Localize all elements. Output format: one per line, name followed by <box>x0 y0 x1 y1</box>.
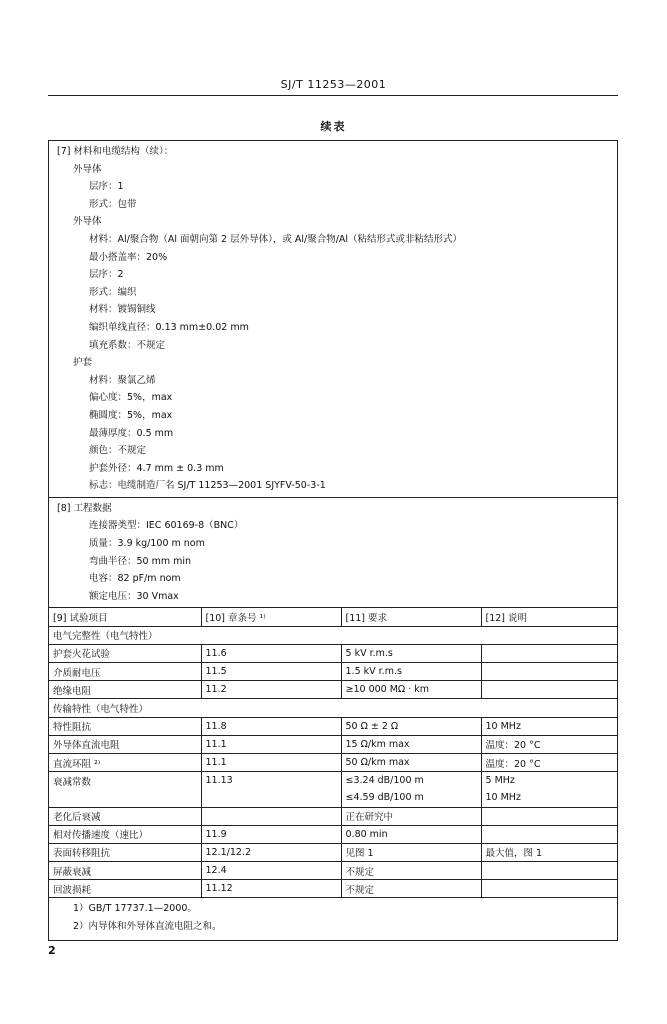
outer-conductor-2-form: 形式：编织 <box>89 286 137 298</box>
cell-item: 护套火花试验 <box>49 644 201 662</box>
cell-remarks <box>481 807 617 825</box>
cell-item: 老化后衰减 <box>49 807 201 825</box>
mass: 质量：3.9 kg/100 m nom <box>89 538 205 550</box>
table-row <box>49 772 617 790</box>
sheath-title: 护套 <box>73 357 93 369</box>
cell-requirement: 不规定 <box>341 862 481 880</box>
cell-remarks <box>481 880 617 898</box>
header-requirement: [11] 要求 <box>341 608 481 626</box>
connector-type: 连接器类型：IEC 60169-8（BNC） <box>89 520 244 532</box>
cell-clause: 11.5 <box>201 663 341 681</box>
cell-requirement: ≥10 000 MΩ · km <box>341 681 481 699</box>
cell-remarks: 温度：20 °C <box>481 735 617 753</box>
table-row <box>49 644 617 662</box>
outer-conductor-2-wire-diameter: 编织单线直径：0.13 mm±0.02 mm <box>89 321 249 333</box>
header-clause: [10] 章条号 ¹⁾ <box>201 608 341 626</box>
outer-conductor-2-fill-factor: 填充系数：不规定 <box>89 339 166 351</box>
cell-item: 衰减常数 <box>49 772 201 790</box>
sheath-ovality: 椭圆度：5%，max <box>89 409 173 421</box>
table-row <box>49 843 617 861</box>
cell-item <box>49 789 201 807</box>
table-row <box>49 717 617 735</box>
sheath-outer-diameter: 护套外径：4.7 mm ± 0.3 mm <box>89 462 224 474</box>
section-7-title: [7] 材料和电缆结构（续）： <box>57 146 174 157</box>
cell-remarks <box>481 644 617 662</box>
sheath-min-thickness: 最薄厚度：0.5 mm <box>89 427 174 439</box>
cell-requirement: 0.80 min <box>341 825 481 843</box>
cell-item: 介质耐电压 <box>49 663 201 681</box>
cell-remarks <box>481 681 617 699</box>
outer-conductor-2-min-overlap: 最小搭盖率：20% <box>89 251 168 263</box>
bend-radius: 弯曲半径：50 mm min <box>89 555 192 567</box>
section-8-title: [8] 工程数据 <box>57 502 112 514</box>
cell-item: 相对传播速度（速比） <box>49 825 201 843</box>
header-test-item: [9] 试验项目 <box>49 608 201 626</box>
cell-clause <box>201 807 341 825</box>
cell-clause: 12.1/12.2 <box>201 843 341 861</box>
outer-conductor-1-layer: 层序：1 <box>89 181 124 193</box>
outer-conductor-1-form: 形式：包带 <box>89 198 137 210</box>
sheath-material: 材料：聚氯乙烯 <box>89 374 156 386</box>
cell-clause: 11.13 <box>201 772 341 790</box>
outer-conductor-2-material: 材料：Al/聚合物（Al 面朝向第 2 层外导体），或 Al/聚合物/Al（粘结形式或非粘结形式） <box>89 233 463 245</box>
outer-conductor-2-title: 外导体 <box>73 216 102 228</box>
cell-remarks <box>481 862 617 880</box>
cell-remarks: 温度：20 °C <box>481 753 617 771</box>
cell-remarks: 10 MHz <box>481 789 617 807</box>
cell-clause: 11.1 <box>201 753 341 771</box>
table-row <box>49 862 617 880</box>
table-row <box>49 735 617 753</box>
section-8-engineering-data <box>49 498 617 609</box>
sheath-color: 颜色：不规定 <box>89 445 147 457</box>
cell-remarks <box>481 825 617 843</box>
cell-clause: 11.2 <box>201 681 341 699</box>
sheath-marking: 标志：电缆制造厂名 SJ/T 11253—2001 SJYFV-50-3-1 <box>89 480 326 492</box>
cell-item: 表面转移阻抗 <box>49 843 201 861</box>
table-row <box>49 825 617 843</box>
test-table <box>49 608 617 898</box>
outer-conductor-2-wire: 材料：镀锡铜线 <box>89 304 156 316</box>
document-header: SJ/T 11253—2001 <box>280 78 387 91</box>
table-row <box>49 880 617 898</box>
table-row <box>49 753 617 771</box>
cell-requirement: 50 Ω/km max <box>341 753 481 771</box>
table-row <box>49 681 617 699</box>
page-number: 2 <box>48 944 56 957</box>
table-row <box>49 807 617 825</box>
cell-remarks: 10 MHz <box>481 717 617 735</box>
cell-item: 直流环阻 ²⁾ <box>49 753 201 771</box>
sheath-eccentricity: 偏心度：5%，max <box>89 392 173 404</box>
cell-item: 绝缘电阻 <box>49 681 201 699</box>
cell-item: 特性阻抗 <box>49 717 201 735</box>
spec-frame <box>48 140 618 941</box>
cell-remarks <box>481 663 617 681</box>
outer-conductor-2-layer: 层序：2 <box>89 269 124 281</box>
group-row-electrical-integrity <box>49 626 617 644</box>
footnote-2: 2）内导体和外导体直流电阻之和。 <box>73 921 222 933</box>
cell-requirement: 正在研究中 <box>341 807 481 825</box>
table-row <box>49 663 617 681</box>
cell-clause: 11.9 <box>201 825 341 843</box>
header-rule <box>48 95 618 96</box>
section-7-materials <box>49 141 617 498</box>
cell-requirement: 见图 1 <box>341 843 481 861</box>
cell-requirement: 5 kV r.m.s <box>341 644 481 662</box>
cell-item: 外导体直流电阻 <box>49 735 201 753</box>
cell-requirement: 15 Ω/km max <box>341 735 481 753</box>
cell-requirement: 50 Ω ± 2 Ω <box>341 717 481 735</box>
group-row-transmission <box>49 699 617 717</box>
footnote-1: 1）GB/T 17737.1—2000。 <box>73 903 197 915</box>
rated-voltage: 额定电压：30 Vmax <box>89 590 179 602</box>
group-title-electrical-integrity: 电气完整性（电气特性） <box>49 626 617 644</box>
group-title-transmission: 传输特性（电气特性） <box>49 699 617 717</box>
cell-clause <box>201 789 341 807</box>
cell-clause: 12.4 <box>201 862 341 880</box>
cell-requirement: 不规定 <box>341 880 481 898</box>
cell-clause: 11.1 <box>201 735 341 753</box>
continued-title: 续表 <box>320 120 347 133</box>
cell-item: 回波损耗 <box>49 880 201 898</box>
cell-clause: 11.12 <box>201 880 341 898</box>
header-remarks: [12] 说明 <box>481 608 617 626</box>
table-row <box>49 789 617 807</box>
outer-conductor-1-title: 外导体 <box>73 163 102 175</box>
cell-clause: 11.6 <box>201 644 341 662</box>
cell-clause: 11.8 <box>201 717 341 735</box>
cell-requirement: ≤4.59 dB/100 m <box>341 789 481 807</box>
cell-remarks: 最大值，图 1 <box>481 843 617 861</box>
cell-item: 屏蔽衰减 <box>49 862 201 880</box>
cell-requirement: ≤3.24 dB/100 m <box>341 772 481 790</box>
cell-requirement: 1.5 kV r.m.s <box>341 663 481 681</box>
table-header-row <box>49 608 617 626</box>
footnotes <box>49 898 617 939</box>
capacitance: 电容：82 pF/m nom <box>89 573 181 585</box>
cell-remarks: 5 MHz <box>485 775 515 787</box>
